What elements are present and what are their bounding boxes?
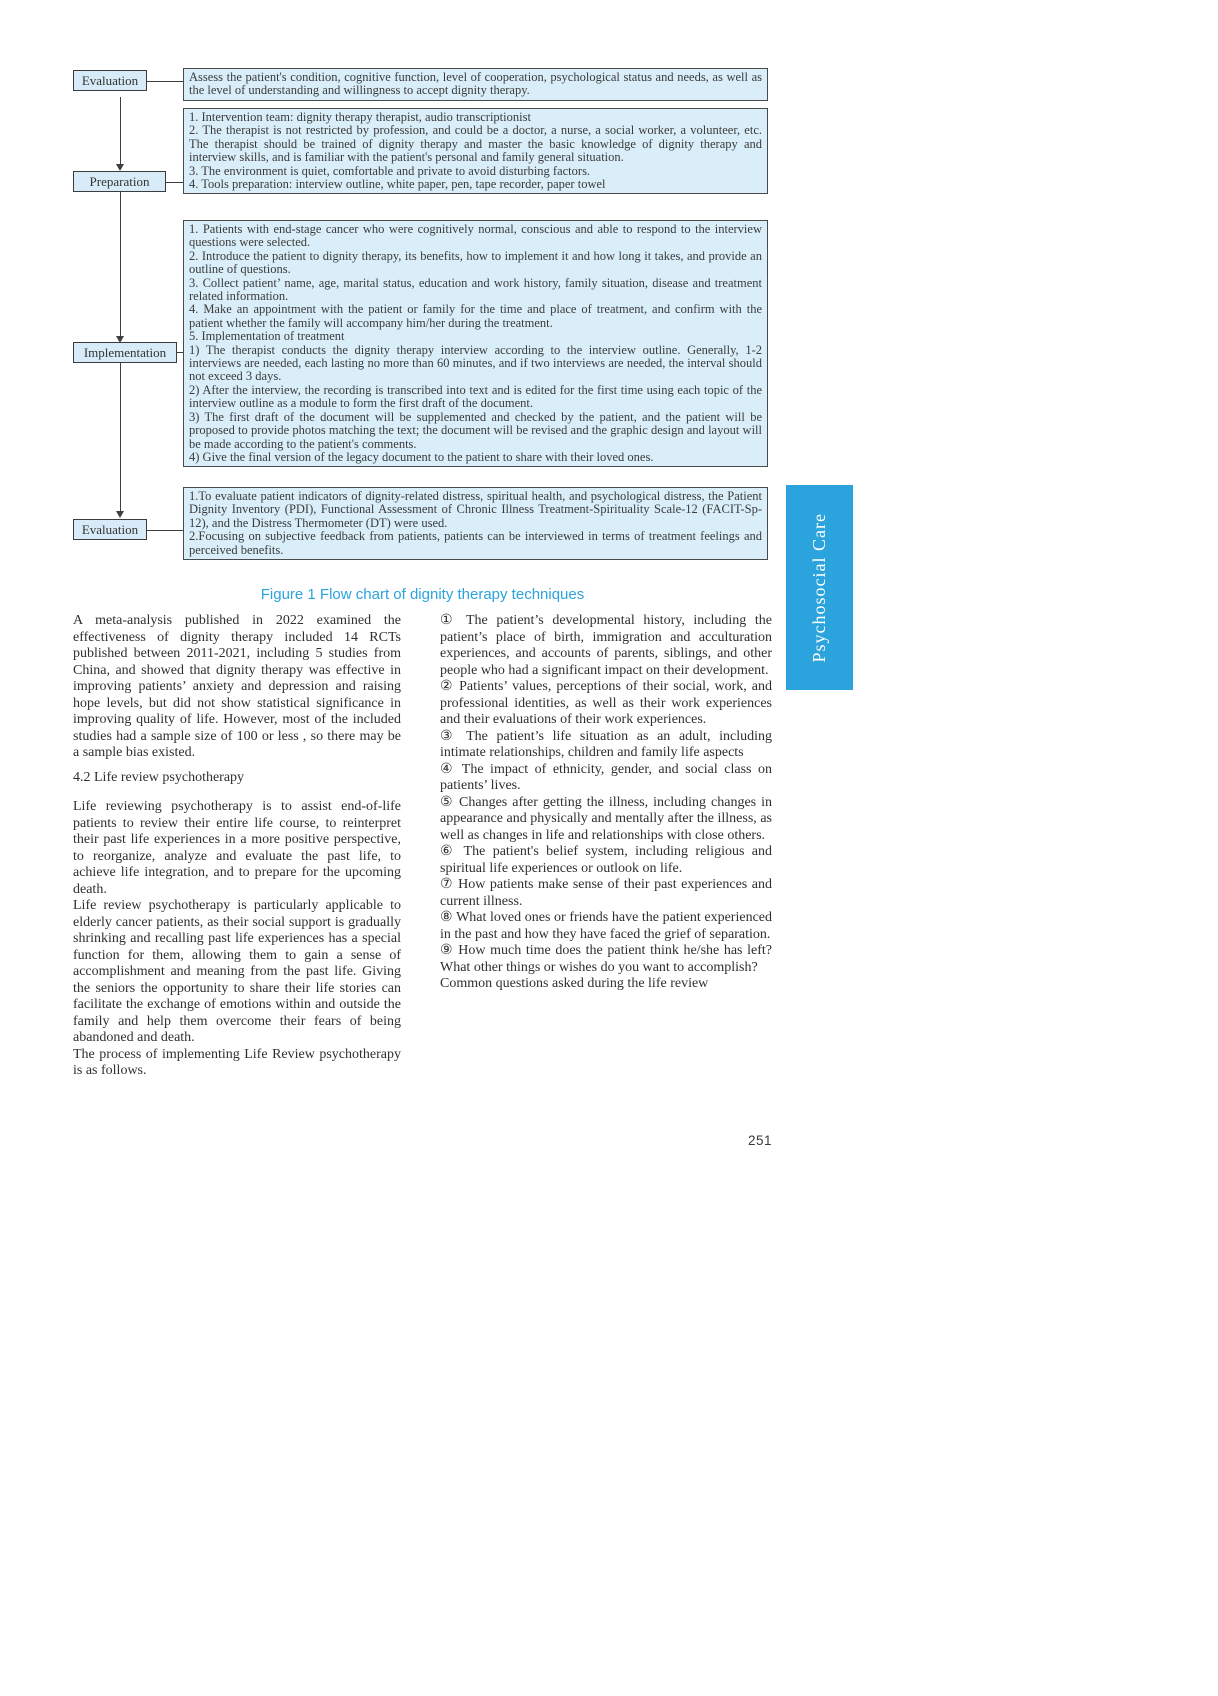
list-item: ③ The patient’s life situation as an adult, including intimate relationships, children and family life aspects [440,728,772,760]
list-item: ② Patients’ values, perceptions of their social, work, and professional identities, as well as their work experiences and their evaluations of their work experiences. [440,679,772,727]
flow-connector-vertical [120,192,121,336]
stage-label-preparation: Preparation [73,171,166,192]
paragraph: The process of implementing Life Review psychotherapy is as follows. [73,1046,401,1078]
page-number: 251 [747,1133,772,1148]
stage-box-evaluation-bottom [183,487,768,560]
article-body [73,613,772,1080]
stage-box-implementation [183,220,768,467]
stage-label-evaluation-top: Evaluation [73,70,147,91]
section-tab-label: Psychosocial Care [809,512,829,663]
list-item: ⑥ The patient's belief system, including religious and spiritual life experiences or outlook on life. [440,844,772,876]
stage-text: 1. Patients with end-stage cancer who were cognitively normal, conscious and able to respond to the interview questions were selected. [189,222,762,250]
arrow-down-icon [116,164,124,171]
stage-text: 2. The therapist is not restricted by profession, and could be a doctor, a nurse, a social worker, a volunteer, etc. The therapist should be trained of dignity therapy and master the basic knowledge of dignity therapy and interview skills, and is familiar with the patient's personal and family general situation. [189,123,762,165]
stage-text: 4) Give the final version of the legacy document to the patient to share with their loved ones. [189,449,654,464]
section-tab-psychosocial-care [786,485,853,690]
stage-text: 1. Intervention team: dignity therapy therapist, audio transcriptionist [189,110,531,124]
flow-connector-horizontal [146,530,183,531]
stage-text: 4. Tools preparation: interview outline, white paper, pen, tape recorder, paper towel [189,177,606,192]
stage-text: 2.Focusing on subjective feedback from patients, patients can be interviewed in terms of treatment feelings and perceived benefits. [189,529,762,557]
stage-text: 1) The therapist conducts the dignity therapy interview according to the interview outline. Generally, 1-2 interviews are needed, each lasting no more than 60 minutes, and if two interviews are needed, the interval should not exceed 3 days. [189,342,762,384]
stage-text: 2) After the interview, the recording is transcribed into text and is edited for the first time using each topic of the interview outline as a module to form the first draft of the document. [189,382,762,411]
list-item: ① The patient’s developmental history, including the patient’s place of birth, immigration and acculturation experiences, and accounts of parents, siblings, and other people who had a significant impact on their development. [440,613,772,678]
list-item: ⑧ What loved ones or friends have the patient experienced in the past and how they have faced the grief of separation. [440,910,772,942]
flow-connector-vertical [120,97,121,164]
list-item: ④ The impact of ethnicity, gender, and social class on patients’ lives. [440,761,772,793]
stage-text: 1.To evaluate patient indicators of dignity-related distress, spiritual health, and psychological distress, the Patient Dignity Inventory (PDI), Functional Assessment of Chronic Illness Treatment-Spirituality Scale-12 (FACIT-Sp-12), and the Distress Thermometer (DT) were used. [189,489,762,530]
stage-text: 3) The first draft of the document will be supplemented and checked by the patient, and the patient will be proposed to provide photos matching the text; the document will be revised and the graphic design and layout will be made according to the patient's comments. [189,409,762,451]
arrow-down-icon [116,511,124,518]
stage-label-implementation: Implementation [73,342,177,363]
flow-connector-horizontal [165,182,183,183]
paragraph: Life reviewing psychotherapy is to assist end-of-life patients to review their entire life course, to reinterpret their past life experiences in a more positive perspective, to reorganize, analyze and evaluate the past life, to achieve life integration, and to prepare for the upcoming death. [73,799,401,897]
paragraph: Common questions asked during the life review [440,976,709,991]
stage-label-evaluation-bottom: Evaluation [73,519,147,540]
stage-text: 5. Implementation of treatment [189,329,345,344]
right-column [440,613,772,1080]
paragraph: Life review psychotherapy is particularly applicable to elderly cancer patients, as their social support is gradually shrinking and recalling past life experiences has a special function for them, allowing them to gain a sense of accomplishment and meaning from the past life. Giving the seniors the opportunity to share their life stories can facilitate the exchange of emotions within and outside the family and help them overcome their fears of being abandoned and death. [73,898,401,1045]
stage-box-preparation [183,108,768,194]
arrow-down-icon [116,336,124,343]
figure-caption: Figure 1 Flow chart of dignity therapy techniques [260,586,585,603]
left-column [73,613,401,1080]
stage-text: 2. Introduce the patient to dignity therapy, its benefits, how to implement it and how long it takes, and provide an outline of questions. [189,248,762,277]
flow-connector-horizontal [146,81,183,82]
stage-text: 3. Collect patient’ name, age, marital status, education and work history, family situation, disease and treatment related information. [189,275,762,304]
paragraph: A meta-analysis published in 2022 examined the effectiveness of dignity therapy included 14 RCTs published between 2011-2021, including 5 studies from China, and showed that dignity therapy was effective in improving patients’ anxiety and depression and raising hope levels, but did not show statistical significance in improving quality of life. However, most of the included studies had a sample size of 100 or less , so there may be a sample bias existed. [73,613,401,760]
dignity-therapy-flowchart [0,0,1218,610]
stage-text: Assess the patient's condition, cognitive function, level of cooperation, psychological status and needs, as well as the level of understanding and willingness to accept dignity therapy. [189,70,762,98]
stage-text: 3. The environment is quiet, comfortable and private to avoid disturbing factors. [189,163,591,178]
list-item: ⑤ Changes after getting the illness, including changes in appearance and physically and mentally after the illness, as well as changes in life and relationships with close others. [440,794,772,843]
flow-connector-vertical [120,362,121,511]
section-heading: 4.2 Life review psychotherapy [73,769,245,785]
list-item: ⑦ How patients make sense of their past experiences and current illness. [440,877,772,909]
list-item: ⑨ How much time does the patient think he/she has left? What other things or wishes do you want to accomplish? [440,943,772,975]
flow-connector-horizontal [176,352,183,353]
stage-text: 4. Make an appointment with the patient or family for the time and place of treatment, and confirm with the patient whether the family will accompany him/her during the treatment. [189,302,762,330]
stage-box-evaluation-top [183,68,768,101]
